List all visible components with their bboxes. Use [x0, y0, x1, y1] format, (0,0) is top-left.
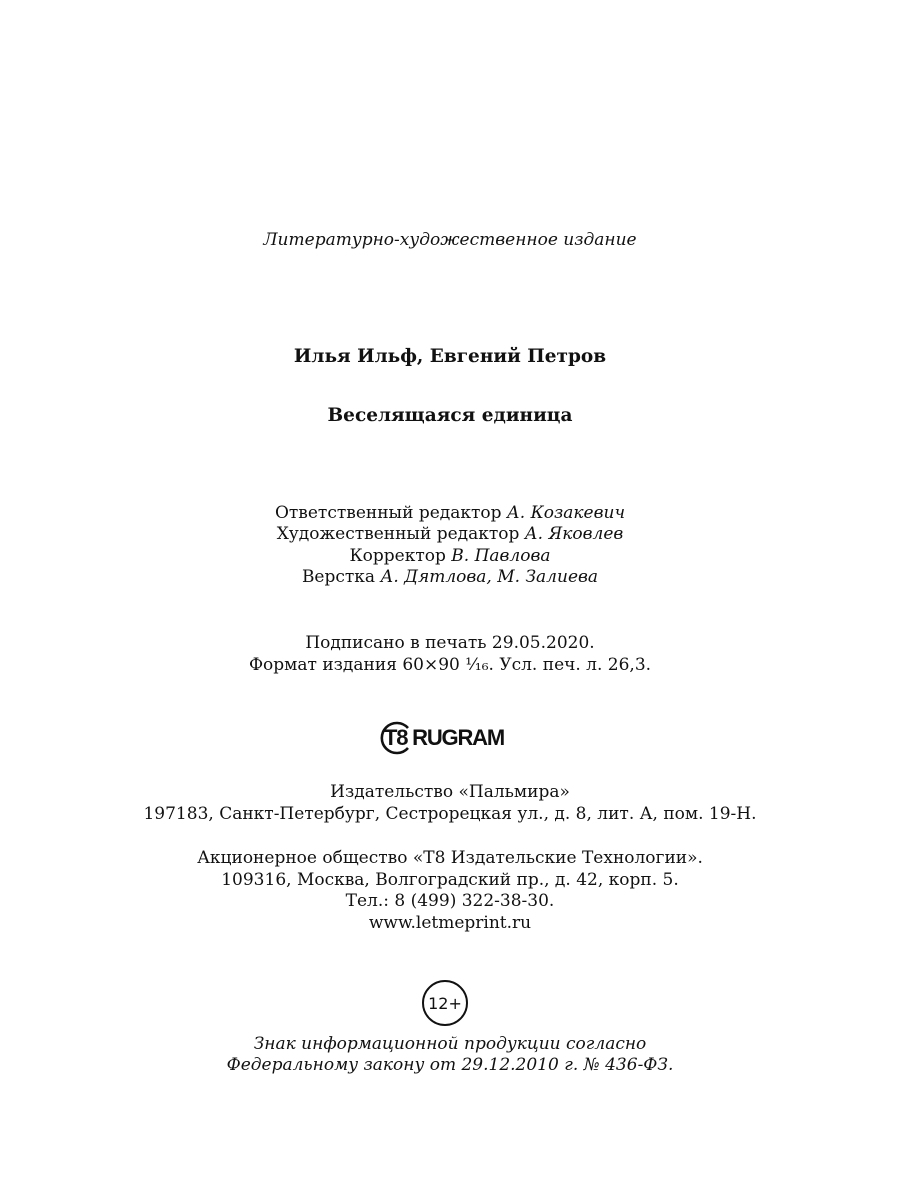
credit-line — [0, 502, 900, 524]
age-rating-badge — [422, 980, 468, 1026]
book-title: Веселящаяся единица — [327, 405, 573, 426]
credit-line — [0, 566, 900, 588]
authors: Илья Ильф, Евгений Петров — [293, 346, 607, 367]
printer-phone: Тел.: 8 (499) 322-38-30. — [345, 891, 555, 911]
credit-name: А. Козакевич — [506, 503, 626, 523]
age-notice-line1: Знак информационной продукции согласно — [253, 1034, 647, 1054]
printer-name: Акционерное общество «Т8 Издательские Технологии». — [197, 848, 703, 868]
credit-line — [0, 545, 900, 567]
printer-address: 109316, Москва, Волгоградский пр., д. 42, корп. 5. — [221, 870, 679, 890]
logo-text: T8 RUGRAM — [384, 725, 504, 750]
print-signed: Подписано в печать 29.05.2020. — [305, 633, 595, 653]
credit-line — [0, 523, 900, 545]
t8-rugram-logo — [378, 718, 518, 758]
credit-role: Верстка — [301, 567, 376, 587]
age-notice-line2: Федеральному закону от 29.12.2010 г. № 436-ФЗ. — [226, 1055, 674, 1075]
credit-name: В. Павлова — [451, 546, 551, 566]
genre-label: Литературно-художественное издание — [263, 230, 637, 250]
credit-name: А. Дятлова, М. Залиева — [380, 567, 599, 587]
printer-website: www.letmeprint.ru — [368, 913, 532, 933]
credit-role: Художественный редактор — [276, 524, 520, 544]
publisher-address: 197183, Санкт-Петербург, Сестрорецкая ул., д. 8, лит. А, пом. 19-Н. — [143, 804, 757, 824]
credit-role: Корректор — [349, 546, 446, 566]
age-rating-label: 12+ — [428, 993, 462, 1013]
print-format: Формат издания 60×90 ¹⁄₁₆. Усл. печ. л. 26,3. — [248, 655, 652, 675]
credit-name: А. Яковлев — [524, 524, 624, 544]
publisher-name: Издательство «Пальмира» — [330, 782, 570, 802]
credit-role: Ответственный редактор — [274, 503, 502, 523]
